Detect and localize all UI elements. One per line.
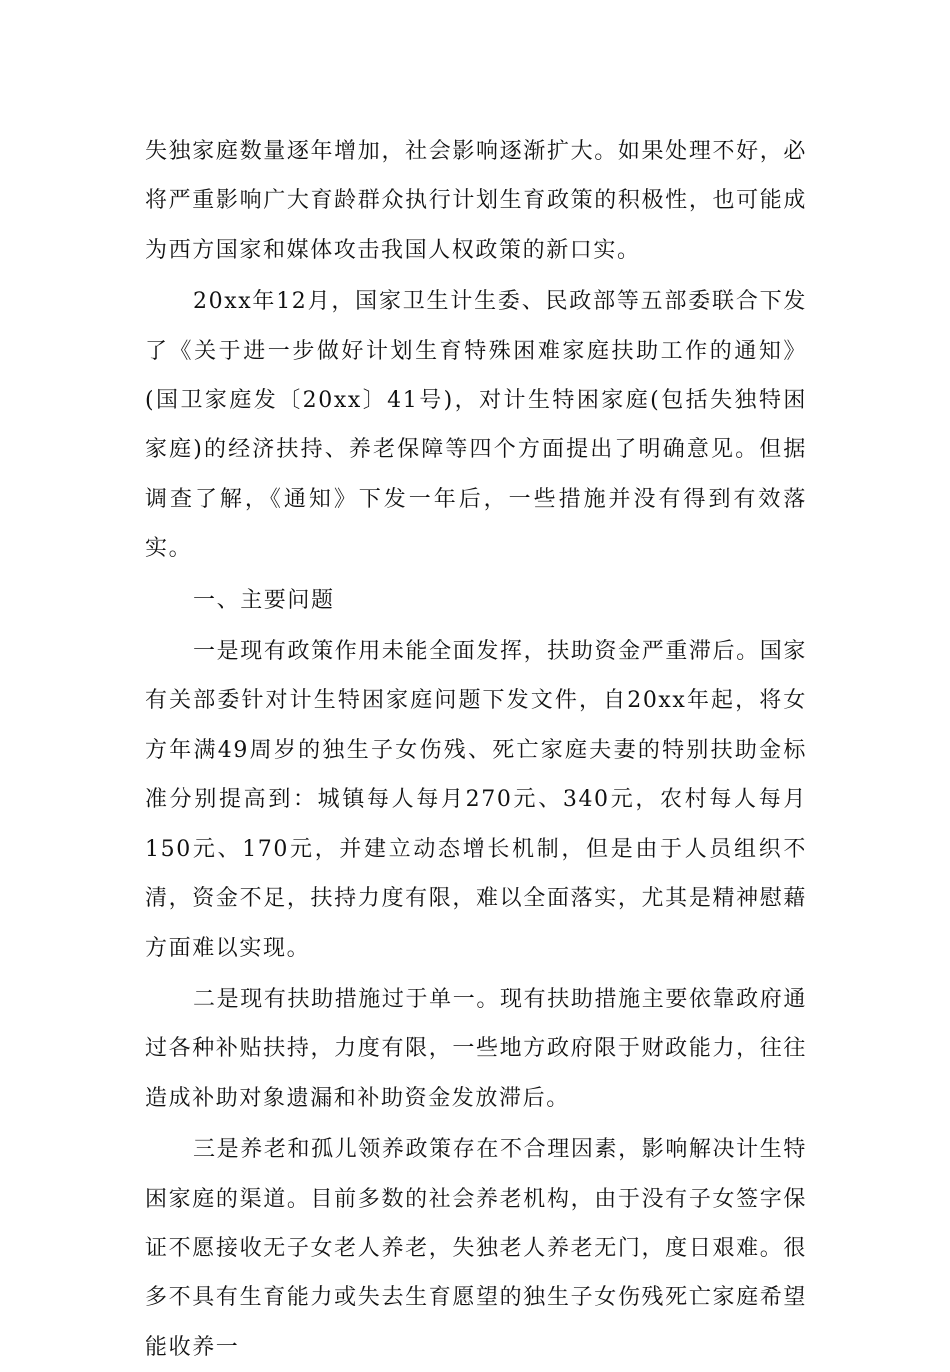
section-heading: 一、主要问题 [193,587,335,613]
paragraph-problem-two: 二是现有扶助措施过于单一。现有扶助措施主要依靠政府通过各种补贴扶持，力度有限，一些地方政府限于财政能力，往往造成补助对象遗漏和补助资金发放滞后。 [145,986,807,1111]
paragraph-problem-one: 一是现有政策作用未能全面发挥，扶助资金严重滞后。国家有关部委针对计生特困家庭问题下发文件，自20xx年起，将女方年满49周岁的独生子女伤残、死亡家庭夫妻的特别扶助金标准分别提高到：城镇每人每月270元、340元，农村每人每月150元、170元，并建立动态增长机制，但是由于人员组织不清，资金不足，扶持力度有限，难以全面落实，尤其是精神慰藉方面难以实现。 [145,639,807,961]
document-body [145,127,807,1372]
paragraph-problem-three: 三是养老和孤儿领养政策存在不合理因素，影响解决计生特困家庭的渠道。目前多数的社会养老机构，由于没有子女签字保证不愿接收无子女老人养老，失独老人养老无门，度日艰难。很多不具有生育能力或失去生育愿望的独生子女伤残死亡家庭希望能收养一 [145,1137,807,1360]
paragraph-notice: 20xx年12月，国家卫生计生委、民政部等五部委联合下发了《关于进一步做好计划生育特殊困难家庭扶助工作的通知》(国卫家庭发〔20xx〕41号)，对计生特困家庭(包括失独特困家庭)的经济扶持、养老保障等四个方面提出了明确意见。但据调查了解，《通知》下发一年后，一些措施并没有得到有效落实。 [145,289,807,562]
paragraph-continuation: 失独家庭数量逐年增加，社会影响逐渐扩大。如果处理不好，必将严重影响广大育龄群众执行计划生育政策的积极性，也可能成为西方国家和媒体攻击我国人权政策的新口实。 [145,139,807,263]
